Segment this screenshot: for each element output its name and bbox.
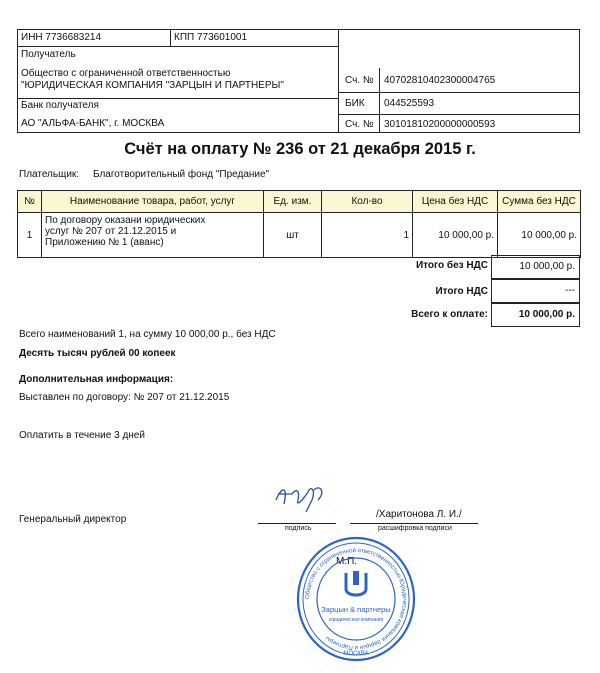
col-header-qty: Кол-во: [322, 191, 413, 213]
bank-divider-inn: [170, 30, 171, 46]
table-row: [18, 213, 581, 258]
total-no-vat-label: Итого без НДС: [415, 260, 488, 271]
row-qty: 1: [322, 213, 413, 258]
row-name-line3: Приложению № 1 (аванс): [45, 237, 164, 248]
bank-details-block: [17, 29, 580, 133]
bank-rule-4: [338, 114, 579, 115]
row-num: 1: [18, 213, 42, 258]
bik-value: 044525593: [384, 98, 435, 109]
total-due-label: Всего к оплате:: [411, 309, 488, 320]
col-header-sum: Сумма без НДС: [498, 191, 581, 213]
row-name-line1: По договору оказани юридических: [45, 215, 206, 226]
recipient-label: Получатель: [21, 49, 76, 60]
stamp-ring-text: Общество с ограниченной ответственностью Юридическая компания Зарцын и Партнеры: [304, 547, 408, 651]
signature-line: [258, 523, 336, 524]
signatory-name: /Харитонова Л. И./: [376, 509, 462, 520]
col-header-unit: Ед. изм.: [264, 191, 322, 213]
recipient-name-line1: Общество с ограниченной ответственностью: [21, 68, 231, 79]
row-sum: 10 000,00 р.: [498, 213, 581, 258]
bank-rule-3: [338, 92, 579, 93]
seal-place-label: М.П.: [336, 556, 358, 567]
stamp-tagline: юридическая компания: [328, 617, 384, 623]
col-header-name: Наименование товара, работ, услуг: [42, 191, 264, 213]
signatory-position: Генеральный директор: [19, 514, 127, 525]
handwritten-signature: [270, 478, 330, 518]
row-name: [42, 213, 264, 258]
table-header-row: [18, 191, 581, 213]
company-stamp: [295, 535, 417, 663]
stamp-logo-icon: [346, 571, 366, 595]
bank-label: Банк получателя: [21, 100, 99, 111]
row-unit: шт: [264, 213, 322, 258]
extra-info-value: Выставлен по договору: № 207 от 21.12.2015: [19, 392, 230, 403]
invoice-title: Счёт на оплату № 236 от 21 декабря 2015 г.: [124, 140, 476, 158]
row-name-line2: услуг № 207 от 21.12.2015 и: [45, 226, 177, 237]
account-label: Сч. №: [345, 75, 374, 86]
extra-info-label: Дополнительная информация:: [19, 374, 174, 385]
kpp-field: КПП 773601001: [174, 32, 248, 43]
total-no-vat-value: 10 000,00 р.: [491, 255, 580, 279]
bank-name: АО "АЛЬФА-БАНК", г. МОСКВА: [21, 118, 165, 129]
sign-caption: подпись: [285, 525, 312, 532]
corr-account-value: 30101810200000000593: [384, 119, 496, 130]
account-value: 40702810402300004765: [384, 75, 496, 86]
total-due-value: 10 000,00 р.: [491, 303, 580, 327]
total-vat-label: Итого НДС: [435, 286, 488, 297]
items-count-line: Всего наименований 1, на сумму 10 000,00 р., без НДС: [19, 329, 276, 340]
bik-label: БИК: [345, 98, 365, 109]
amount-in-words: Десять тысяч рублей 00 копеек: [19, 348, 176, 359]
inn-field: ИНН 7736683214: [21, 32, 102, 43]
col-header-price: Цена без НДС: [413, 191, 498, 213]
stamp-brand: Зарцын & партнеры: [321, 605, 391, 614]
stamp-city: МОСКВА: [343, 651, 369, 657]
bank-rule-2: [18, 98, 338, 99]
bank-rule-1: [18, 46, 338, 47]
bank-divider-main: [338, 30, 339, 132]
payer-value: Благотворительный фонд "Предание": [93, 169, 270, 180]
payer-label: Плательщик:: [19, 169, 80, 180]
decode-line: [350, 523, 478, 524]
corr-account-label: Сч. №: [345, 119, 374, 130]
bank-divider-label: [379, 68, 380, 132]
total-vat-value: ---: [491, 279, 580, 303]
row-price: 10 000,00 р.: [413, 213, 498, 258]
recipient-name-line2: "ЮРИДИЧЕСКАЯ КОМПАНИЯ "ЗАРЦЫН И ПАРТНЕРЫ": [21, 80, 284, 91]
items-table: [17, 190, 581, 258]
col-header-num: №: [18, 191, 42, 213]
decode-caption: расшифровка подписи: [378, 525, 452, 532]
payment-term: Оплатить в течение 3 дней: [19, 430, 145, 441]
